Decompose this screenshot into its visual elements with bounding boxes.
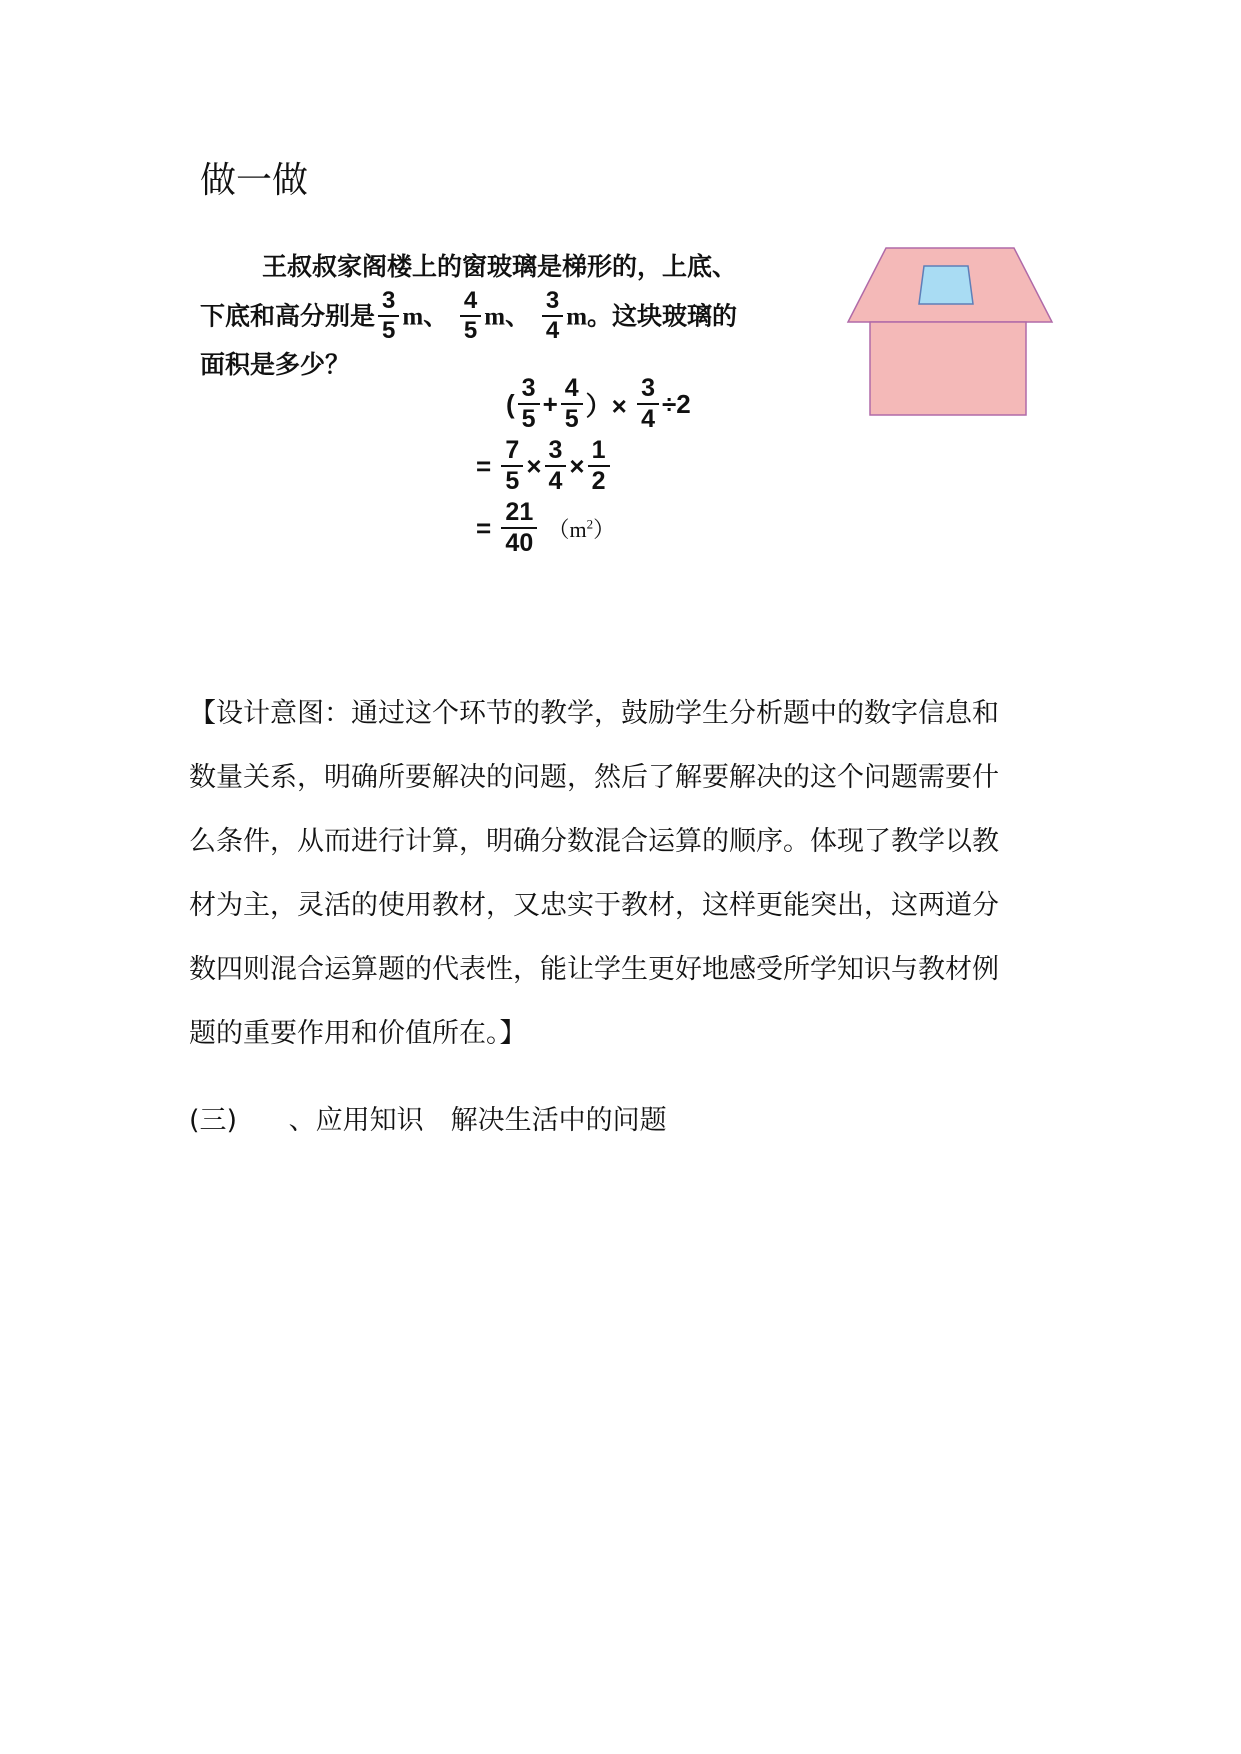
fraction: $\frac{7}{5}$	[501, 438, 523, 494]
fraction-result: $\frac{21}{40}$	[501, 500, 537, 556]
unit-meter: m、	[402, 303, 449, 331]
problem-line-2-suffix: m。这块玻璃的	[566, 303, 738, 331]
design-intent	[189, 682, 1059, 1066]
unit-meter: m、	[484, 303, 531, 331]
design-intent-line: 么条件，从而进行计算，明确分数混合运算的顺序。体现了教学以教	[189, 826, 999, 857]
section-title: 、应用知识 解决生活中的问题	[288, 1105, 667, 1136]
problem-line-2-prefix: 下底和高分别是	[200, 301, 376, 331]
page-heading: 做一做	[200, 160, 309, 201]
design-intent-line: 数量关系，明确所要解决的问题，然后了解要解决的这个问题需要什	[189, 762, 999, 793]
fraction: $\frac{3}{4}$	[545, 438, 567, 494]
design-intent-line: 题的重要作用和价值所在。】	[189, 1018, 527, 1049]
wall-shape	[870, 322, 1026, 415]
design-intent-line: 数四则混合运算题的代表性，能让学生更好地感受所学知识与教材例	[189, 954, 999, 985]
fraction: $\frac{1}{2}$	[588, 438, 610, 494]
problem-line-3: 面积是多少？	[200, 350, 351, 379]
problem-line-2	[200, 287, 840, 344]
calc-step-3: = $\frac{21}{40}$ $(m^2)$	[476, 498, 616, 557]
house-icon	[846, 244, 1056, 419]
calc-step-2: = $\frac{7}{5}$ × $\frac{3}{4}$ × $\frac{1}{2}$	[476, 438, 613, 494]
problem-line-1: 王叔叔家阁楼上的窗玻璃是梯形的，上底、	[262, 252, 738, 281]
design-intent-line: 材为主，灵活的使用教材，又忠实于教材，这样更能突出，这两道分	[189, 890, 999, 921]
area-unit: $(m^2)$	[547, 516, 616, 542]
trapezoid-window-shape	[919, 266, 973, 304]
fraction: $\frac{3}{4}$	[637, 376, 659, 432]
design-intent-line: 【设计意图：通过这个环节的教学，鼓励学生分析题中的数字信息和	[189, 698, 999, 729]
section-number: (三)	[189, 1105, 238, 1136]
fraction-upper-base: $\frac{3}{5}$	[378, 289, 399, 343]
fraction-lower-base: $\frac{4}{5}$	[460, 289, 481, 343]
fraction: $\frac{4}{5}$	[561, 376, 583, 432]
fraction: $\frac{3}{5}$	[518, 376, 540, 432]
section-heading-3	[189, 1098, 667, 1137]
word-problem	[200, 242, 840, 389]
fraction-height: $\frac{3}{4}$	[542, 289, 563, 343]
calc-step-1: ( $\frac{3}{5}$ + $\frac{4}{5}$ ）× $\frac{3}{4}$ ÷2	[506, 374, 691, 433]
